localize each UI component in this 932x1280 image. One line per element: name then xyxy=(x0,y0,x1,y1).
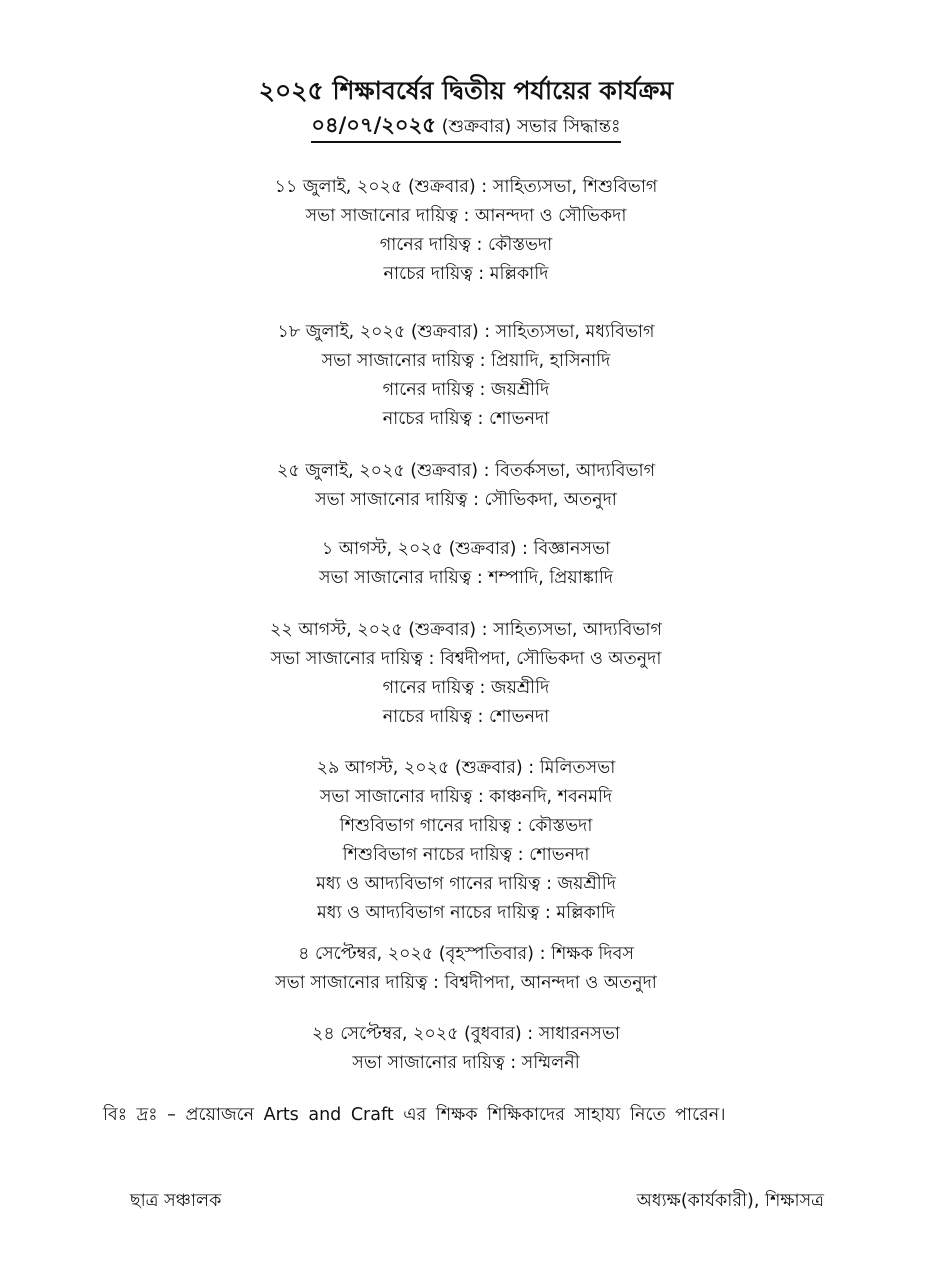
schedule-entry-jul-25 xyxy=(0,457,932,515)
schedule-entry-aug-29 xyxy=(0,754,932,928)
schedule-line: ১ আগস্ট, ২০২৫ (শুক্রবার) : বিজ্ঞানসভা xyxy=(321,539,611,559)
schedule-line: মধ্য ও আদ্যবিভাগ নাচের দায়িত্ব : মল্লিকাদি xyxy=(316,903,616,923)
schedule-line: সভা সাজানোর দায়িত্ব : সম্মিলনী xyxy=(352,1053,580,1073)
schedule-line: নাচের দায়িত্ব : শোভনদা xyxy=(382,409,550,429)
schedule-line: সভা সাজানোর দায়িত্ব : শম্পাদি, প্রিয়াঙ্কাদি xyxy=(318,568,614,588)
schedule-line: সভা সাজানোর দায়িত্ব : বিশ্বদীপদা, আনন্দদা ও অতনুদা xyxy=(275,973,657,993)
schedule-line: নাচের দায়িত্ব : শোভনদা xyxy=(382,707,550,727)
schedule-entry-aug-22 xyxy=(0,616,932,732)
schedule-line: মধ্য ও আদ্যবিভাগ গানের দায়িত্ব : জয়শ্রীদি xyxy=(316,874,616,894)
signature-principal: অধ্যক্ষ(কার্যকারী), শিক্ষাসত্র xyxy=(636,1191,824,1211)
schedule-line: ২২ আগস্ট, ২০২৫ (শুক্রবার) : সাহিত্যসভা, আদ্যবিভাগ xyxy=(270,620,662,640)
schedule-line: সভা সাজানোর দায়িত্ব : প্রিয়াদি, হাসিনাদি xyxy=(321,351,611,371)
schedule-line: সভা সাজানোর দায়িত্ব : সৌভিকদা, অতনুদা xyxy=(315,490,617,510)
schedule-entry-sep-4 xyxy=(0,940,932,998)
schedule-entry-aug-1 xyxy=(0,535,932,593)
meeting-date-heading xyxy=(0,112,932,143)
schedule-line: সভা সাজানোর দায়িত্ব : কাঞ্চনদি, শবনমদি xyxy=(319,787,613,807)
schedule-line: ২৯ আগস্ট, ২০২৫ (শুক্রবার) : মিলিতসভা xyxy=(316,758,616,778)
schedule-line: ১৮ জুলাই, ২০২৫ (শুক্রবার) : সাহিত্যসভা, মধ্যবিভাগ xyxy=(277,322,655,342)
meeting-date-underline xyxy=(311,112,620,143)
schedule-line: সভা সাজানোর দায়িত্ব : বিশ্বদীপদা, সৌভিকদা ও অতনুদা xyxy=(270,649,662,669)
document-title: ২০২৫ শিক্ষাবর্ষের দ্বিতীয় পর্যায়ের কার্যক্রম xyxy=(258,76,674,105)
signature-student-coordinator: ছাত্র সঞ্চালক xyxy=(130,1191,222,1211)
schedule-line: গানের দায়িত্ব : জয়শ্রীদি xyxy=(382,380,550,400)
schedule-line: নাচের দায়িত্ব : মল্লিকাদি xyxy=(383,264,549,284)
meeting-decision-label: (শুক্রবার) সভার সিদ্ধান্তঃ xyxy=(435,116,621,137)
schedule-entry-jul-11 xyxy=(0,173,932,289)
schedule-line: ৪ সেপ্টেম্বর, ২০২৫ (বৃহস্পতিবার) : শিক্ষক দিবস xyxy=(298,944,634,964)
schedule-line: ২৪ সেপ্টেম্বর, ২০২৫ (বুধবার) : সাধারনসভা xyxy=(312,1024,620,1044)
schedule-line: ২৫ জুলাই, ২০২৫ (শুক্রবার) : বিতর্কসভা, আদ্যবিভাগ xyxy=(276,461,656,481)
schedule-line: ১১ জুলাই, ২০২৫ (শুক্রবার) : সাহিত্যসভা, শিশুবিভাগ xyxy=(274,177,658,197)
schedule-line: সভা সাজানোর দায়িত্ব : আনন্দদা ও সৌভিকদা xyxy=(305,206,627,226)
meeting-date: ০৪/০৭/২০২৫ xyxy=(311,113,436,137)
schedule-entry-jul-18 xyxy=(0,318,932,434)
footnote: বিঃ দ্রঃ – প্রয়োজনে Arts and Craft এর শিক্ষক শিক্ষিকাদের সাহায্য নিতে পারেন। xyxy=(103,1105,726,1125)
schedule-line: গানের দায়িত্ব : কৌস্তভদা xyxy=(379,235,553,255)
schedule-line: গানের দায়িত্ব : জয়শ্রীদি xyxy=(382,678,550,698)
schedule-line: শিশুবিভাগ গানের দায়িত্ব : কৌস্তভদা xyxy=(339,816,593,836)
schedule-line: শিশুবিভাগ নাচের দায়িত্ব : শোভনদা xyxy=(342,845,590,865)
schedule-entry-sep-24 xyxy=(0,1020,932,1078)
